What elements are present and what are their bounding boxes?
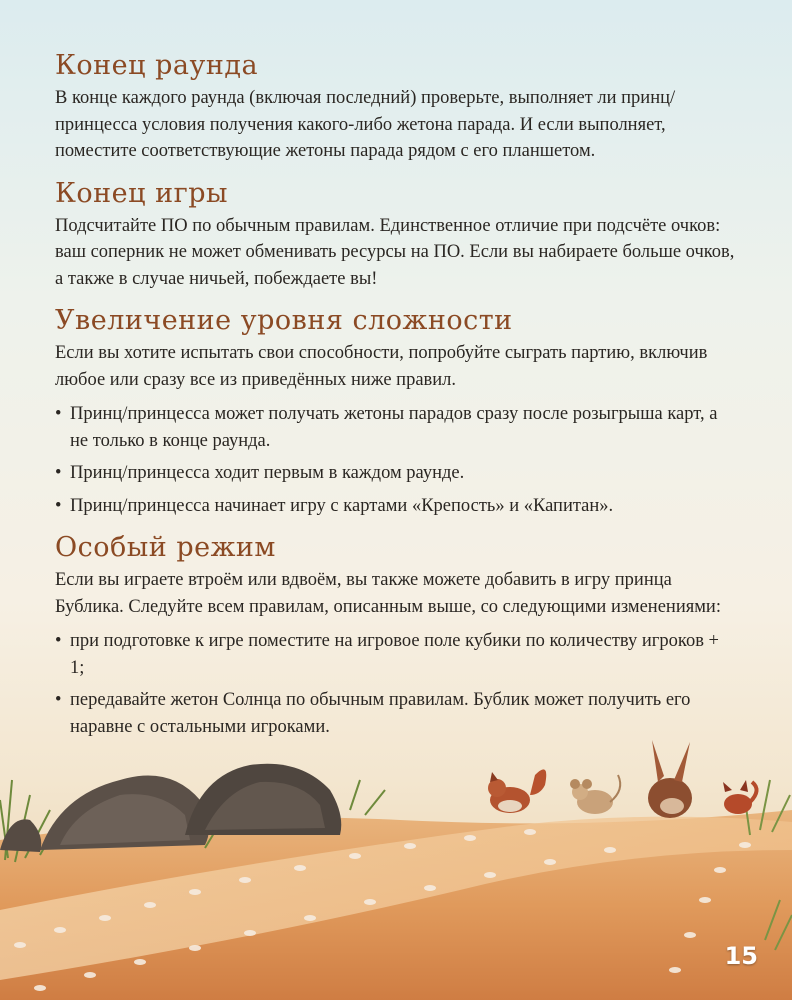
rules-content	[55, 50, 735, 753]
section-difficulty	[55, 305, 735, 519]
list-item: • передавайте жетон Солнца по обычным правилам. Бублик может получить его наравне с остальными игроками.	[55, 687, 735, 740]
section-paragraph: Если вы хотите испытать свои способности, попробуйте сыграть партию, включив любое или сразу все из приведённых ниже правил.	[55, 343, 708, 390]
section-heading: Увеличение уровня сложности	[55, 305, 513, 336]
bullet-list	[55, 628, 735, 740]
mouse-animal	[570, 775, 620, 814]
animals	[488, 740, 757, 818]
section-paragraph: Подсчитайте ПО по обычным правилам. Единственное отличие при подсчёте очков: ваш соперник не может обменивать ресурсы на ПО. Если вы набираете больше очков, а также в случае ничьей, побеждаете вы!	[55, 215, 735, 289]
list-item: • Принц/принцесса может получать жетоны парадов сразу после розыгрыша карт, а не только в конце раунда.	[55, 401, 735, 454]
section-heading: Конец игры	[55, 177, 228, 209]
desert-path-illustration	[0, 740, 792, 1000]
small-fox-animal	[723, 780, 757, 814]
section-game-end	[55, 178, 735, 293]
section-paragraph: Если вы играете втроём или вдвоём, вы также можете добавить в игру принца Бублика. Следуйте всем правилам, описанным выше, со следующими изменениями:	[55, 570, 721, 617]
bullet-list	[55, 401, 735, 519]
section-special-mode	[55, 532, 735, 740]
list-item: • при подготовке к игре поместите на игровое поле кубики по количеству игроков + 1;	[55, 628, 735, 681]
section-paragraph: В конце каждого раунда (включая последний) проверьте, выполняет ли принц/принцесса условия получения какого-либо жетона парада. И если выполняет, поместите соответствующие жетоны парада рядом с его планшетом.	[55, 88, 676, 161]
rabbit-animal	[648, 740, 692, 818]
section-heading: Особый режим	[55, 532, 276, 563]
fox-animal	[488, 769, 546, 813]
section-heading: Конец раунда	[55, 50, 259, 81]
list-item: • Принц/принцесса начинает игру с картами «Крепость» и «Капитан».	[55, 493, 735, 520]
section-round-end	[55, 50, 735, 165]
list-item: • Принц/принцесса ходит первым в каждом раунде.	[55, 460, 735, 487]
page-number: 15	[724, 942, 758, 970]
